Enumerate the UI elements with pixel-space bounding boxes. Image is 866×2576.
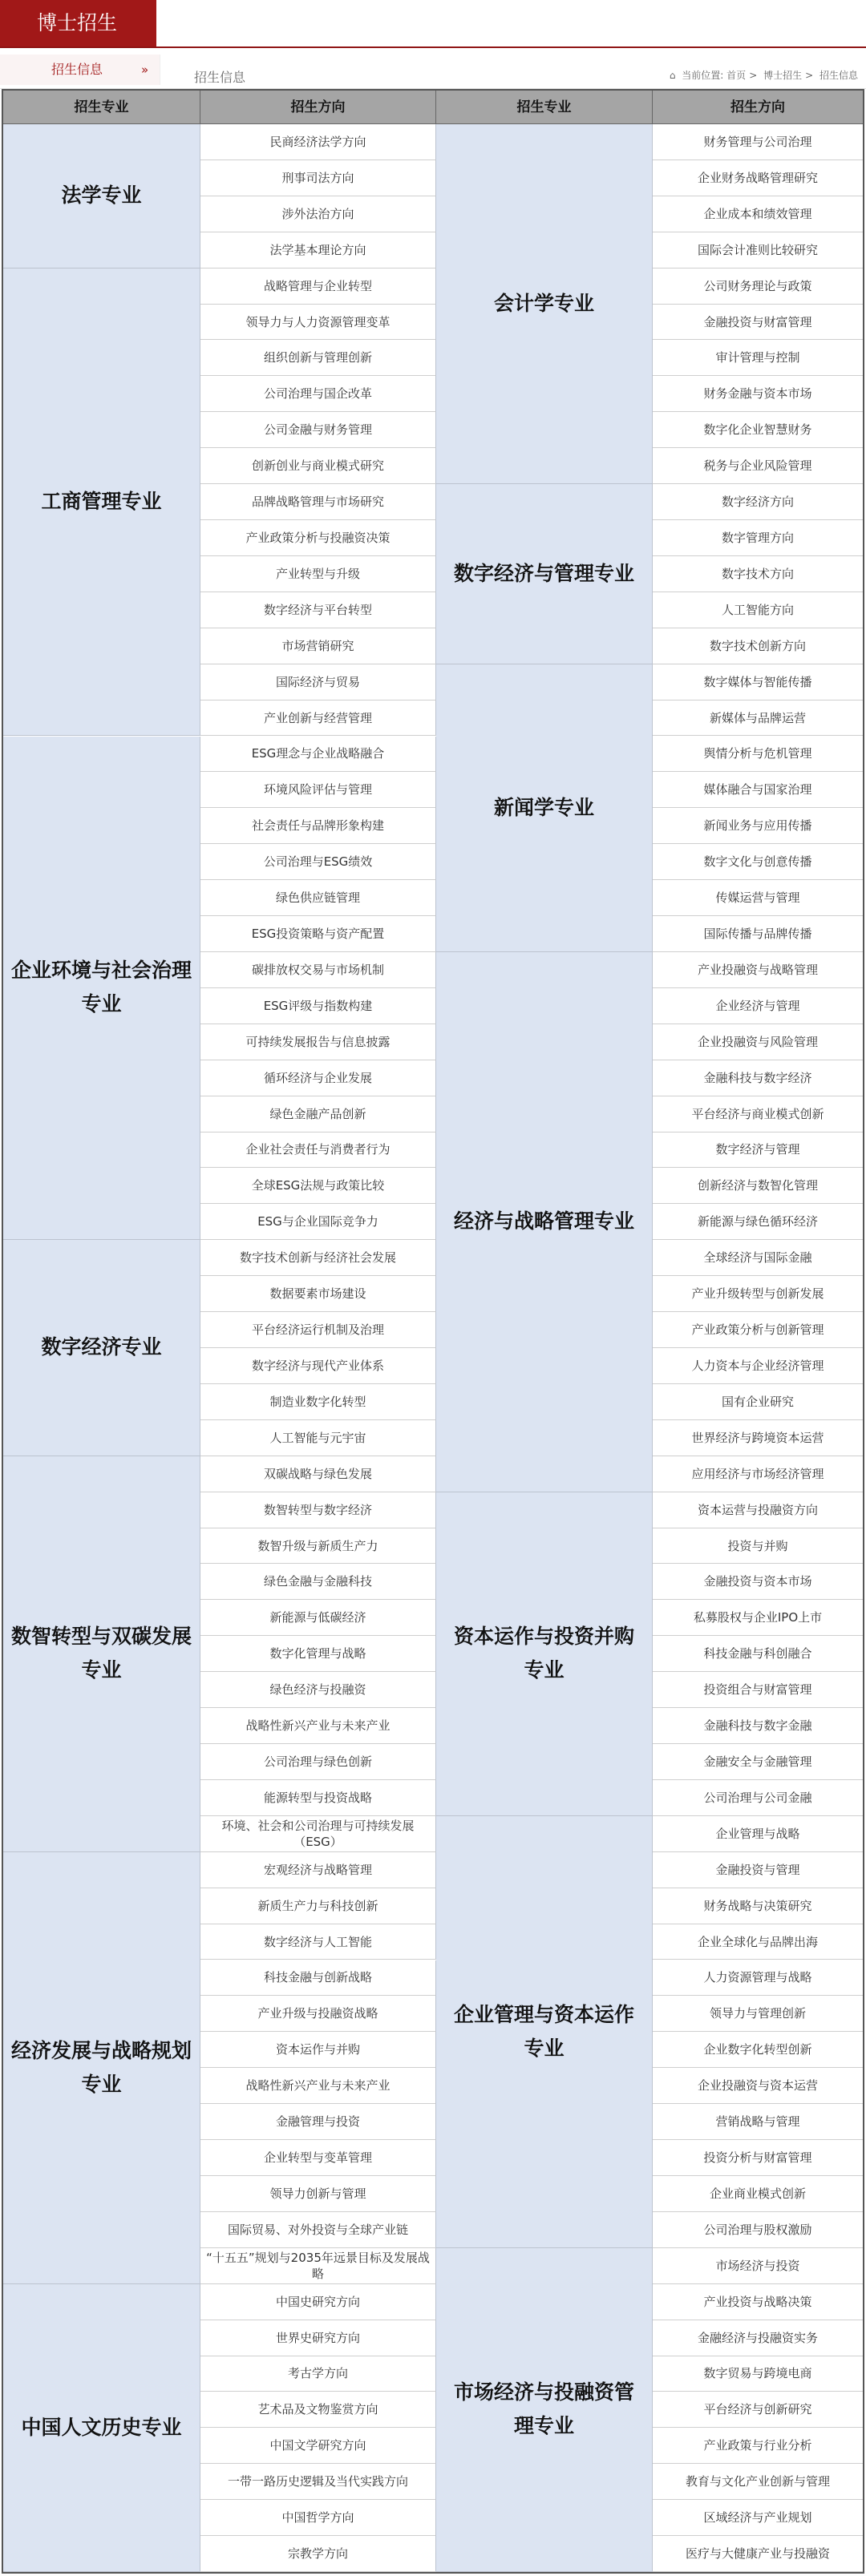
direction-cell: 中国哲学方向 <box>200 2500 436 2536</box>
direction-cell: 创新创业与商业模式研究 <box>200 448 436 484</box>
header-direction-right: 招生方向 <box>653 91 863 124</box>
direction-cell: 投资组合与财富管理 <box>653 1672 863 1708</box>
direction-cell: 创新经济与数智化管理 <box>653 1168 863 1204</box>
direction-cell: 资本运作与并购 <box>200 2032 436 2068</box>
direction-cell: 金融安全与金融管理 <box>653 1744 863 1780</box>
direction-cell: 产业转型与升级 <box>200 556 436 592</box>
major-name: 企业管理与资本运作专业 <box>436 1816 653 2248</box>
direction-cell: 国际传播与品牌传播 <box>653 916 863 952</box>
direction-cell: 数字经济与管理 <box>653 1133 863 1169</box>
direction-cell: 刑事司法方向 <box>200 160 436 196</box>
direction-cell: 领导力创新与管理 <box>200 2176 436 2212</box>
direction-cell: 数字经济方向 <box>653 484 863 520</box>
direction-cell: 平台经济与商业模式创新 <box>653 1096 863 1133</box>
direction-cell: 数据要素市场建设 <box>200 1276 436 1312</box>
direction-cell: 公司治理与股权激励 <box>653 2212 863 2248</box>
direction-cell: 平台经济与创新研究 <box>653 2392 863 2428</box>
direction-cell: 企业商业模式创新 <box>653 2176 863 2212</box>
breadcrumb-separator: > <box>805 70 814 81</box>
direction-cell: 金融投资与财富管理 <box>653 305 863 341</box>
direction-cell: 社会责任与品牌形象构建 <box>200 808 436 844</box>
direction-cell: 碳排放权交易与市场机制 <box>200 952 436 988</box>
direction-cell: 企业财务战略管理研究 <box>653 160 863 196</box>
direction-cell: 企业成本和绩效管理 <box>653 196 863 232</box>
chevron-right-icon: » <box>141 63 149 77</box>
direction-cell: 能源转型与投资战略 <box>200 1780 436 1816</box>
direction-cell: 产业政策与行业分析 <box>653 2428 863 2464</box>
direction-cell: 战略管理与企业转型 <box>200 269 436 305</box>
direction-cell: 环境、社会和公司治理与可持续发展（ESG） <box>200 1816 436 1852</box>
direction-cell: 教育与文化产业创新与管理 <box>653 2464 863 2500</box>
direction-cell: 数字化管理与战略 <box>200 1636 436 1672</box>
direction-cell: 市场经济与投资 <box>653 2248 863 2284</box>
direction-cell: “十五五”规划与2035年远景目标及发展战略 <box>200 2248 436 2284</box>
major-name: 企业环境与社会治理专业 <box>3 737 200 1241</box>
direction-cell: 绿色经济与投融资 <box>200 1672 436 1708</box>
direction-cell: 产业创新与经营管理 <box>200 701 436 737</box>
direction-cell: 数字经济与现代产业体系 <box>200 1348 436 1384</box>
direction-cell: 企业社会责任与消费者行为 <box>200 1133 436 1169</box>
direction-cell: 中国史研究方向 <box>200 2284 436 2320</box>
major-name: 新闻学专业 <box>436 664 653 952</box>
direction-cell: 区域经济与产业规划 <box>653 2500 863 2536</box>
breadcrumb-label: 当前位置: <box>682 70 724 81</box>
admissions-table-wrapper <box>2 89 864 2574</box>
direction-cell: 循环经济与企业发展 <box>200 1060 436 1096</box>
sub-navigation <box>0 48 866 89</box>
direction-cell: 制造业数字化转型 <box>200 1384 436 1420</box>
direction-cell: 艺术品及文物鉴赏方向 <box>200 2392 436 2428</box>
direction-cell: 财务管理与公司治理 <box>653 124 863 160</box>
direction-cell: 品牌战略管理与市场研究 <box>200 484 436 520</box>
direction-cell: 公司治理与国企改革 <box>200 376 436 412</box>
direction-cell: 公司财务理论与政策 <box>653 269 863 305</box>
direction-cell: 科技金融与创新战略 <box>200 1960 436 1997</box>
direction-cell: 产业投资与战略决策 <box>653 2284 863 2320</box>
direction-cell: 领导力与人力资源管理变革 <box>200 305 436 341</box>
direction-cell: 私募股权与企业IPO上市 <box>653 1600 863 1636</box>
major-name: 工商管理专业 <box>3 269 200 737</box>
direction-cell: 数字经济与平台转型 <box>200 592 436 628</box>
direction-cell: 市场营销研究 <box>200 628 436 664</box>
direction-cell: 公司治理与绿色创新 <box>200 1744 436 1780</box>
sidebar-item-label: 招生信息 <box>51 62 103 77</box>
direction-cell: 人力资源管理与战略 <box>653 1960 863 1997</box>
direction-cell: 中国文学研究方向 <box>200 2428 436 2464</box>
direction-cell: 金融投资与管理 <box>653 1852 863 1888</box>
direction-cell: 新质生产力与科技创新 <box>200 1888 436 1924</box>
direction-cell: 数智升级与新质生产力 <box>200 1528 436 1565</box>
direction-cell: 数字媒体与智能传播 <box>653 664 863 701</box>
direction-cell: 人力资本与企业经济管理 <box>653 1348 863 1384</box>
direction-cell: 全球ESG法规与政策比较 <box>200 1168 436 1204</box>
direction-cell: 新媒体与品牌运营 <box>653 701 863 737</box>
breadcrumb-current: 招生信息 <box>819 70 858 81</box>
direction-cell: 新能源与低碳经济 <box>200 1600 436 1636</box>
direction-cell: 战略性新兴产业与未来产业 <box>200 1708 436 1744</box>
direction-cell: 企业投融资与资本运营 <box>653 2068 863 2104</box>
direction-cell: 绿色供应链管理 <box>200 880 436 916</box>
major-name: 市场经济与投融资管理专业 <box>436 2248 653 2572</box>
direction-cell: 数智转型与数字经济 <box>200 1492 436 1528</box>
direction-cell: 企业转型与变革管理 <box>200 2140 436 2176</box>
direction-cell: 投资分析与财富管理 <box>653 2140 863 2176</box>
direction-cell: 新能源与绿色循环经济 <box>653 1204 863 1240</box>
direction-cell: 绿色金融与金融科技 <box>200 1564 436 1600</box>
direction-cell: 世界史研究方向 <box>200 2320 436 2356</box>
direction-cell: 产业升级转型与创新发展 <box>653 1276 863 1312</box>
direction-cell: 国际会计准则比较研究 <box>653 232 863 269</box>
direction-cell: 战略性新兴产业与未来产业 <box>200 2068 436 2104</box>
direction-cell: 金融科技与数字金融 <box>653 1708 863 1744</box>
direction-cell: 数字技术方向 <box>653 556 863 592</box>
direction-cell: 金融科技与数字经济 <box>653 1060 863 1096</box>
direction-cell: 企业数字化转型创新 <box>653 2032 863 2068</box>
admissions-table <box>2 89 864 2574</box>
direction-cell: 法学基本理论方向 <box>200 232 436 269</box>
direction-cell: 产业政策分析与投融资决策 <box>200 520 436 556</box>
breadcrumb <box>670 68 858 82</box>
direction-cell: 考古学方向 <box>200 2356 436 2392</box>
top-bar <box>0 0 866 48</box>
sidebar-item-admissions-info[interactable] <box>0 55 160 85</box>
direction-cell: 营销战略与管理 <box>653 2104 863 2140</box>
header-major-right: 招生专业 <box>436 91 653 124</box>
direction-cell: 数字文化与创意传播 <box>653 844 863 880</box>
direction-cell: ESG投资策略与资产配置 <box>200 916 436 952</box>
direction-cell: 绿色金融产品创新 <box>200 1096 436 1133</box>
direction-cell: 投资与并购 <box>653 1528 863 1565</box>
major-name: 数字经济专业 <box>3 1240 200 1456</box>
direction-cell: 舆情分析与危机管理 <box>653 737 863 773</box>
direction-cell: 产业政策分析与创新管理 <box>653 1312 863 1348</box>
major-name: 经济发展与战略规划专业 <box>3 1852 200 2284</box>
direction-cell: 公司治理与公司金融 <box>653 1780 863 1816</box>
major-name: 会计学专业 <box>436 124 653 484</box>
direction-cell: 产业升级与投融资战略 <box>200 1996 436 2032</box>
direction-cell: 医疗与大健康产业与投融资 <box>653 2536 863 2572</box>
direction-cell: 金融经济与投融资实务 <box>653 2320 863 2356</box>
direction-cell: 财务战略与决策研究 <box>653 1888 863 1924</box>
direction-cell: 民商经济法学方向 <box>200 124 436 160</box>
direction-cell: 数字经济与人工智能 <box>200 1924 436 1960</box>
direction-cell: 公司金融与财务管理 <box>200 412 436 448</box>
direction-cell: 环境风险评估与管理 <box>200 772 436 808</box>
direction-cell: 国际经济与贸易 <box>200 664 436 701</box>
direction-cell: 数字技术创新与经济社会发展 <box>200 1240 436 1276</box>
direction-cell: 数字管理方向 <box>653 520 863 556</box>
direction-cell: 宗教学方向 <box>200 2536 436 2572</box>
direction-cell: 金融管理与投资 <box>200 2104 436 2140</box>
direction-cell: 宏观经济与战略管理 <box>200 1852 436 1888</box>
direction-cell: ESG评级与指数构建 <box>200 988 436 1024</box>
direction-cell: 全球经济与国际金融 <box>653 1240 863 1276</box>
direction-cell: 企业投融资与风险管理 <box>653 1024 863 1060</box>
direction-cell: 媒体融合与国家治理 <box>653 772 863 808</box>
direction-cell: 国际贸易、对外投资与全球产业链 <box>200 2212 436 2248</box>
direction-cell: 人工智能方向 <box>653 592 863 628</box>
direction-cell: 金融投资与资本市场 <box>653 1564 863 1600</box>
direction-cell: 世界经济与跨境资本运营 <box>653 1420 863 1456</box>
breadcrumb-separator: > <box>749 70 758 81</box>
direction-cell: 企业经济与管理 <box>653 988 863 1024</box>
breadcrumb-phd-link[interactable]: 博士招生 <box>763 70 803 81</box>
header-direction-left: 招生方向 <box>200 91 436 124</box>
direction-cell: 产业投融资与战略管理 <box>653 952 863 988</box>
major-name: 经济与战略管理专业 <box>436 952 653 1492</box>
direction-cell: 组织创新与管理创新 <box>200 340 436 376</box>
direction-cell: 审计管理与控制 <box>653 340 863 376</box>
direction-cell: 新闻业务与应用传播 <box>653 808 863 844</box>
direction-cell: 数字技术创新方向 <box>653 628 863 664</box>
direction-cell: ESG与企业国际竞争力 <box>200 1204 436 1240</box>
direction-cell: 数字化企业智慧财务 <box>653 412 863 448</box>
direction-cell: 应用经济与市场经济管理 <box>653 1456 863 1492</box>
header-major-left: 招生专业 <box>3 91 200 124</box>
direction-cell: 一带一路历史逻辑及当代实践方向 <box>200 2464 436 2500</box>
direction-cell: 公司治理与ESG绩效 <box>200 844 436 880</box>
home-icon: ⌂ <box>669 70 676 81</box>
major-name: 数智转型与双碳发展专业 <box>3 1456 200 1852</box>
major-name: 法学专业 <box>3 124 200 269</box>
direction-cell: 资本运营与投融资方向 <box>653 1492 863 1528</box>
direction-cell: 人工智能与元宇宙 <box>200 1420 436 1456</box>
page-title: 招生信息 <box>194 70 246 85</box>
major-name: 数字经济与管理专业 <box>436 484 653 664</box>
direction-cell: 数字贸易与跨境电商 <box>653 2356 863 2392</box>
direction-cell: 可持续发展报告与信息披露 <box>200 1024 436 1060</box>
direction-cell: 平台经济运行机制及治理 <box>200 1312 436 1348</box>
direction-cell: 涉外法治方向 <box>200 196 436 232</box>
direction-cell: 企业管理与战略 <box>653 1816 863 1852</box>
direction-cell: 科技金融与科创融合 <box>653 1636 863 1672</box>
direction-cell: 传媒运营与管理 <box>653 880 863 916</box>
tab-phd-admissions[interactable]: 博士招生 <box>0 0 156 46</box>
direction-cell: 领导力与管理创新 <box>653 1996 863 2032</box>
direction-cell: 税务与企业风险管理 <box>653 448 863 484</box>
breadcrumb-home-link[interactable]: 首页 <box>726 70 747 81</box>
direction-cell: 企业全球化与品牌出海 <box>653 1924 863 1960</box>
direction-cell: ESG理念与企业战略融合 <box>200 737 436 773</box>
direction-cell: 财务金融与资本市场 <box>653 376 863 412</box>
direction-cell: 国有企业研究 <box>653 1384 863 1420</box>
major-name: 资本运作与投资并购专业 <box>436 1492 653 1816</box>
direction-cell: 双碳战略与绿色发展 <box>200 1456 436 1492</box>
major-name: 中国人文历史专业 <box>3 2284 200 2572</box>
